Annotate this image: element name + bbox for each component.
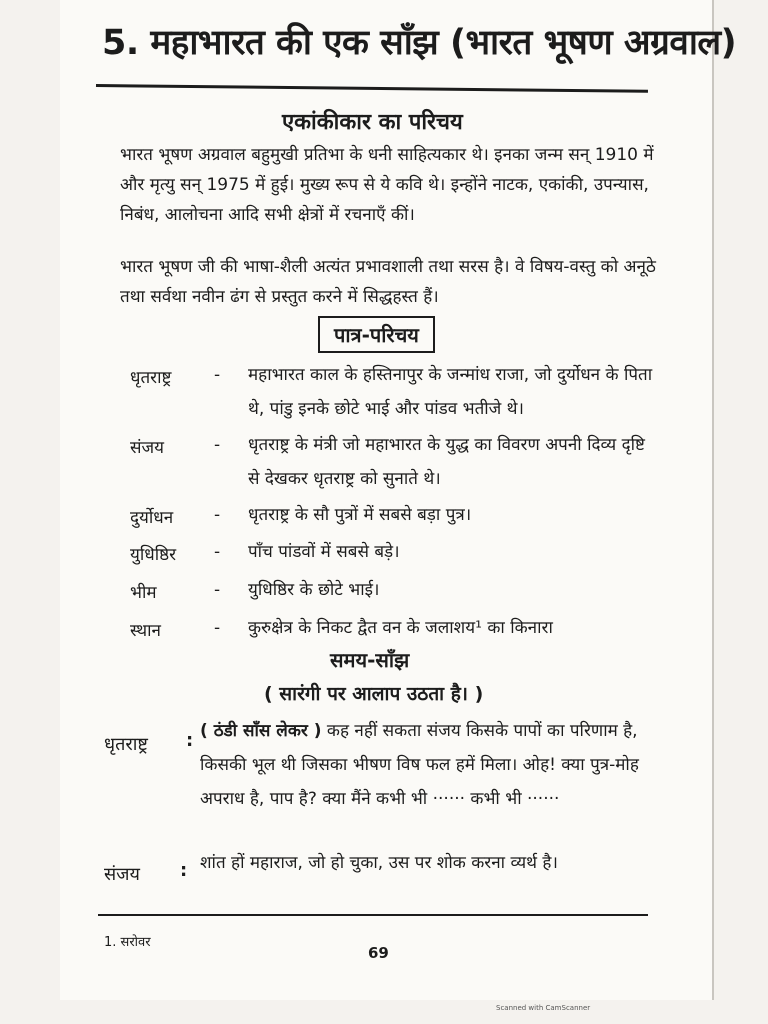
- character-name: संजय: [130, 438, 164, 458]
- scene-time: समय-साँझ: [330, 648, 410, 672]
- dialogue-text: शांत हों महाराज, जो हो चुका, उस पर शोक करना व्यर्थ है।: [200, 853, 558, 873]
- character-name: युधिष्ठिर: [130, 545, 177, 565]
- character-dash: -: [214, 580, 221, 600]
- scan-watermark: Scanned with CamScanner: [496, 1004, 591, 1012]
- character-dash: -: [214, 542, 221, 562]
- intro-paragraph-1: भारत भूषण अग्रवाल बहुमुखी प्रतिभा के धनी साहित्यकार थे। इनका जन्म सन् 1910 में और मृत्यु सन् 1975 में हुई। मुख्य रूप से ये कवि थे। इन्होंने नाटक, एकांकी, उपन्यास, निबंध, आलोचना आदि सभी क्षेत्रों में रचनाएँ कीं।: [120, 145, 654, 225]
- intro-heading: एकांकीकार का परिचय: [282, 110, 463, 135]
- dialogue-direction: ( ठंडी साँस लेकर ): [200, 721, 322, 741]
- character-desc: धृतराष्ट्र के मंत्री जो महाभारत के युद्ध का विवरण अपनी दिव्य दृष्टि से देखकर धृतराष्ट्र को सुनाते थे।: [248, 435, 645, 489]
- character-desc: कुरुक्षेत्र के निकट द्वैत वन के जलाशय¹ का किनारा: [248, 618, 553, 638]
- chapter-title: 5. महाभारत की एक साँझ (भारत भूषण अग्रवाल): [102, 23, 737, 63]
- character-name: धृतराष्ट्र: [130, 368, 172, 388]
- character-dash: -: [214, 435, 221, 455]
- character-desc: धृतराष्ट्र के सौ पुत्रों में सबसे बड़ा पुत्र।: [248, 505, 472, 525]
- character-desc: पाँच पांडवों में सबसे बड़े।: [248, 542, 400, 562]
- character-dash: -: [214, 618, 221, 638]
- page-edge: [712, 0, 714, 1000]
- footnote: 1. सरोवर: [104, 935, 151, 950]
- stage-direction: ( सारंगी पर आलाप उठता है। ): [264, 683, 484, 705]
- characters-heading: पात्र-परिचय: [318, 316, 435, 353]
- intro-paragraph-2: भारत भूषण जी की भाषा-शैली अत्यंत प्रभावशाली तथा सरस है। वे विषय-वस्तु को अनूठे तथा सर्वथा नवीन ढंग से प्रस्तुत करने में सिद्धहस्त हैं।: [120, 257, 656, 307]
- character-name: स्थान: [130, 621, 161, 641]
- character-desc: युधिष्ठिर के छोटे भाई।: [248, 580, 380, 600]
- dialogue-text: कह नहीं सकता संजय किसके पापों का परिणाम है, किसकी भूल थी जिसका भीषण विष फल हमें मिला। ओह! क्या पुत्र-मोह अपराध है, पाप है? क्या मैंने कभी भी ······ कभी भी ······: [200, 721, 639, 809]
- character-dash: -: [214, 505, 221, 525]
- footnote-rule: [98, 914, 648, 916]
- dialogue-speaker: धृतराष्ट्र: [104, 734, 148, 755]
- character-desc: महाभारत काल के हस्तिनापुर के जन्मांध राजा, जो दुर्योधन के पिता थे, पांडु इनके छोटे भाई और पांडव भतीजे थे।: [248, 365, 653, 419]
- character-name: दुर्योधन: [130, 508, 174, 528]
- dialogue-colon: :: [180, 860, 188, 881]
- character-dash: -: [214, 365, 221, 385]
- dialogue-colon: :: [186, 730, 194, 751]
- page-number: 69: [368, 944, 389, 962]
- character-name: भीम: [130, 583, 157, 603]
- dialogue-line: [200, 714, 640, 816]
- dialogue-speaker: संजय: [104, 864, 140, 885]
